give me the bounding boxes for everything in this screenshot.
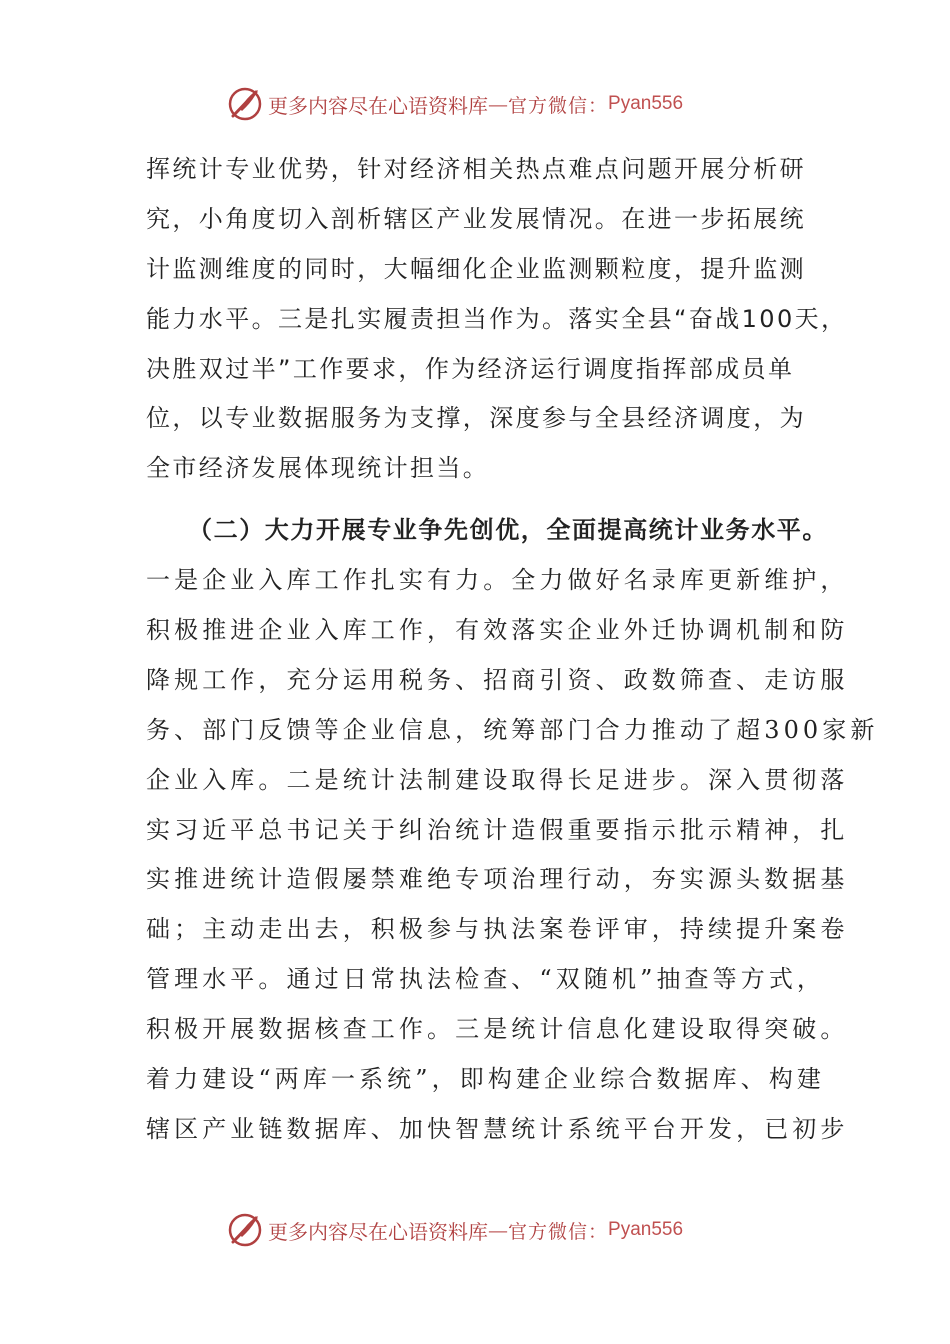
document-body [146, 145, 879, 1155]
quill-circle-icon [226, 1211, 264, 1249]
paragraph-line: 究，小角度切入剖析辖区产业发展情况。在进一步拓展统 [146, 204, 806, 233]
paragraph-line: 位，以专业数据服务为支撑，深度参与全县经济调度，为 [146, 404, 806, 433]
paragraph-line: 决胜双过半”工作要求，作为经济运行调度指挥部成员单 [146, 354, 795, 383]
watermark-label: 官方微信： [508, 94, 609, 117]
header-watermark [226, 84, 683, 124]
watermark-separator: — [488, 1218, 508, 1242]
paragraph-line: 着力建设“两库一系统”，即构建企业综合数据库、构建 [146, 1065, 826, 1094]
paragraph-line: 积极开展数据核查工作。三是统计信息化建设取得突破。 [146, 1015, 849, 1044]
paragraph-line: 降规工作，充分运用税务、招商引资、政数筛查、走访服 [146, 665, 849, 694]
paragraph-line: 实习近平总书记关于纠治统计造假重要指示批示精神，扎 [146, 815, 849, 844]
paragraph-line: 管理水平。通过日常执法检查、“双随机”抽查等方式， [146, 965, 826, 994]
watermark-label: 官方微信： [508, 1220, 609, 1243]
quill-circle-icon [226, 85, 264, 123]
paragraph-line: 能力水平。三是扎实履责担当作为。落实全县“奋战100天， [146, 304, 848, 333]
watermark-text: 更多内容尽在心语资料库 [268, 1219, 488, 1244]
paragraph-line: 积极推进企业入库工作，有效落实企业外迁协调机制和防 [146, 616, 849, 645]
paragraph-line: 计监测维度的同时，大幅细化企业监测颗粒度，提升监测 [146, 254, 806, 283]
watermark-separator: — [488, 92, 508, 116]
watermark-wechat-id: Pyan556 [608, 93, 684, 114]
paragraph-line: 础；主动走出去，积极参与执法案卷评审，持续提升案卷 [146, 915, 849, 944]
paragraph-line: 全市经济发展体现统计担当。 [146, 454, 490, 483]
section-heading: （二）大力开展专业争先创优，全面提高统计业务水平。 [188, 516, 828, 545]
paragraph-line: 一是企业入库工作扎实有力。全力做好名录库更新维护， [146, 566, 849, 595]
paragraph-line: 务、部门反馈等企业信息，统筹部门合力推动了超300家新 [146, 715, 879, 744]
paragraph-line: 企业入库。二是统计法制建设取得长足进步。深入贯彻落 [146, 765, 849, 794]
paragraph-line: 辖区产业链数据库、加快智慧统计系统平台开发，已初步 [146, 1114, 849, 1143]
footer-watermark [226, 1210, 683, 1250]
watermark-wechat-id: Pyan556 [608, 1219, 684, 1240]
paragraph-line: 实推进统计造假屡禁难绝专项治理行动，夯实源头数据基 [146, 865, 849, 894]
watermark-text: 更多内容尽在心语资料库 [268, 93, 488, 118]
paragraph-line: 挥统计专业优势，针对经济相关热点难点问题开展分析研 [146, 155, 806, 183]
